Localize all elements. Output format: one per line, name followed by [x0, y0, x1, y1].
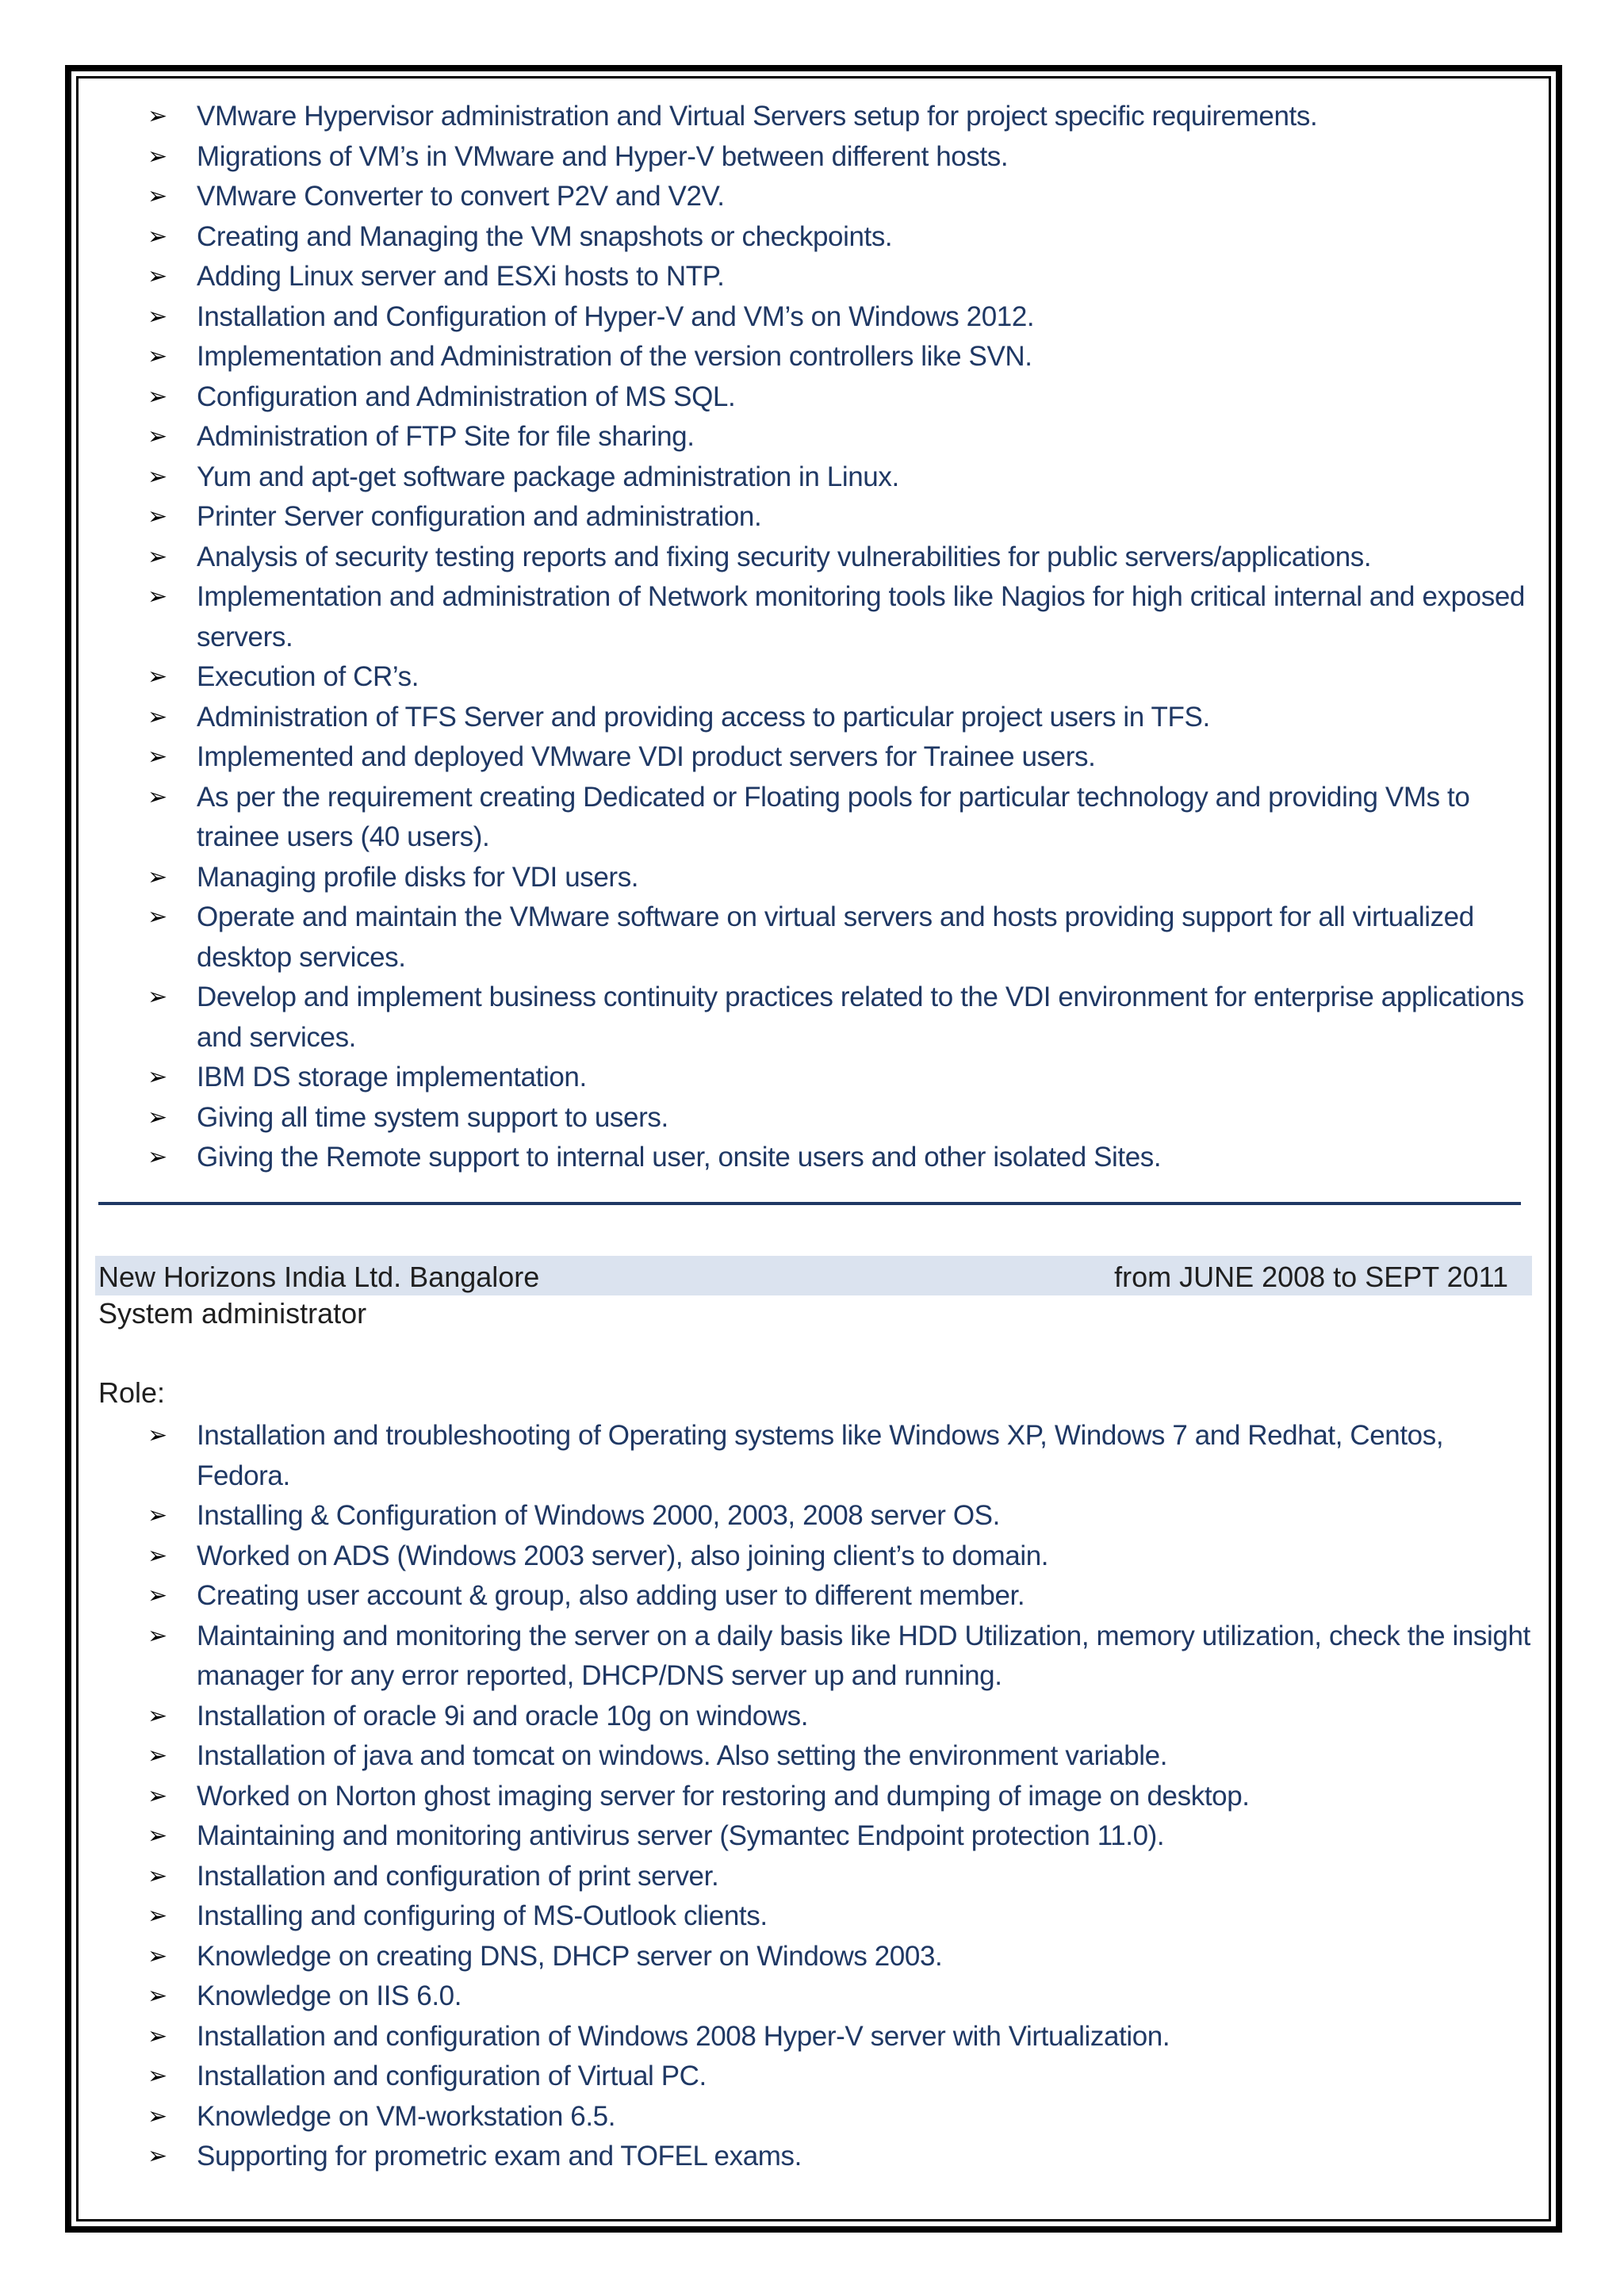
list-item-text: Implementation and Administration of the version controllers like SVN. [197, 341, 1032, 372]
list-item [98, 2017, 1534, 2057]
employment-dates: from JUNE 2008 to SEPT 2011 [1114, 1261, 1508, 1293]
arrow-bullet-icon: ➢ [147, 983, 167, 1011]
list-item [98, 858, 1534, 898]
arrow-bullet-icon: ➢ [147, 2142, 167, 2170]
list-item-text: Supporting for prometric exam and TOFEL exams. [197, 2141, 802, 2172]
arrow-bullet-icon: ➢ [147, 1982, 167, 2010]
list-item-text: Installation and Configuration of Hyper-V and VM’s on Windows 2012. [197, 300, 1035, 332]
list-item [98, 1416, 1534, 1496]
list-item-text: Migrations of VM’s in VMware and Hyper-V between different hosts. [197, 140, 1009, 172]
list-item-text: Installing & Configuration of Windows 2000, 2003, 2008 server OS. [197, 1500, 1000, 1531]
list-item [98, 177, 1534, 217]
list-item-text: Implemented and deployed VMware VDI product servers for Trainee users. [197, 741, 1096, 772]
arrow-bullet-icon: ➢ [147, 583, 167, 610]
list-item-text: VMware Converter to convert P2V and V2V. [197, 181, 725, 212]
arrow-bullet-icon: ➢ [147, 222, 167, 251]
list-item-text: Worked on ADS (Windows 2003 server), also joining client’s to domain. [197, 1540, 1049, 1571]
list-item [98, 337, 1534, 377]
arrow-bullet-icon: ➢ [147, 102, 167, 130]
arrow-bullet-icon: ➢ [147, 1822, 167, 1850]
list-item-text: Creating user account & group, also adding user to different member. [197, 1580, 1025, 1611]
list-item-text: As per the requirement creating Dedicated or Floating pools for particular technology and providing VMs to trainee users (40 users). [197, 781, 1470, 852]
list-item [98, 377, 1534, 418]
list-item [98, 2057, 1534, 2097]
list-item-text: Installation and configuration of Virtual PC. [197, 2061, 707, 2091]
arrow-bullet-icon: ➢ [147, 1701, 167, 1730]
list-item [98, 1138, 1534, 1178]
list-item [98, 97, 1534, 137]
job-title: System administrator [98, 1297, 367, 1330]
list-item-text: Worked on Norton ghost imaging server for restoring and dumping of image on desktop. [197, 1780, 1250, 1812]
list-item [98, 457, 1534, 498]
experience-bullets-section [98, 97, 1534, 1178]
list-item-text: Configuration and Administration of MS SQL. [197, 381, 736, 412]
arrow-bullet-icon: ➢ [147, 1862, 167, 1890]
arrow-bullet-icon: ➢ [147, 702, 167, 731]
arrow-bullet-icon: ➢ [147, 2102, 167, 2130]
list-item [98, 217, 1534, 258]
list-item [98, 657, 1534, 698]
list-item-text: Installation and configuration of print server. [197, 1860, 719, 1892]
arrow-bullet-icon: ➢ [147, 2022, 167, 2050]
section-divider [98, 1202, 1521, 1205]
list-item [98, 778, 1534, 858]
list-item [98, 698, 1534, 738]
bullet-list [98, 97, 1534, 1178]
arrow-bullet-icon: ➢ [147, 1781, 167, 1810]
list-item-text: Administration of TFS Server and providing access to particular project users in TFS. [197, 701, 1210, 733]
job-header [95, 1256, 1532, 1295]
list-item [98, 497, 1534, 538]
list-item [98, 257, 1534, 297]
list-item-text: Adding Linux server and ESXi hosts to NTP. [197, 261, 725, 292]
list-item [98, 1937, 1534, 1977]
list-item [98, 2097, 1534, 2137]
list-item-text: Operate and maintain the VMware software on virtual servers and hosts providing support for all virtualized desktop services. [197, 901, 1474, 973]
list-item [98, 2137, 1534, 2177]
arrow-bullet-icon: ➢ [147, 863, 167, 891]
list-item [98, 1976, 1534, 2017]
list-item-text: Maintaining and monitoring antivirus server (Symantec Endpoint protection 11.0). [197, 1820, 1165, 1851]
list-item [98, 737, 1534, 778]
list-item [98, 538, 1534, 578]
list-item-text: Knowledge on creating DNS, DHCP server on Windows 2003. [197, 1940, 943, 1972]
arrow-bullet-icon: ➢ [147, 1502, 167, 1529]
arrow-bullet-icon: ➢ [147, 903, 167, 931]
list-item-text: Knowledge on IIS 6.0. [197, 1980, 462, 2011]
list-item-text: Giving the Remote support to internal user, onsite users and other isolated Sites. [197, 1142, 1162, 1173]
arrow-bullet-icon: ➢ [147, 503, 167, 530]
arrow-bullet-icon: ➢ [147, 423, 167, 450]
arrow-bullet-icon: ➢ [147, 2062, 167, 2090]
role-label: Role: [98, 1376, 166, 1409]
list-item [98, 1896, 1534, 1937]
list-item [98, 1857, 1534, 1897]
list-item [98, 897, 1534, 978]
list-item [98, 1816, 1534, 1857]
arrow-bullet-icon: ➢ [147, 1103, 167, 1131]
arrow-bullet-icon: ➢ [147, 302, 167, 331]
list-item-text: Implementation and administration of Network monitoring tools like Nagios for high critical internal and exposed servers. [197, 581, 1525, 652]
list-item [98, 1496, 1534, 1536]
arrow-bullet-icon: ➢ [147, 743, 167, 771]
list-item [98, 577, 1534, 657]
list-item-text: Installing and configuring of MS-Outlook clients. [197, 1900, 768, 1931]
list-item [98, 297, 1534, 338]
arrow-bullet-icon: ➢ [147, 342, 167, 370]
arrow-bullet-icon: ➢ [147, 1422, 167, 1449]
list-item-text: VMware Hypervisor administration and Virtual Servers setup for project specific requirements. [197, 101, 1318, 132]
list-item [98, 1777, 1534, 1817]
list-item [98, 137, 1534, 178]
arrow-bullet-icon: ➢ [147, 1063, 167, 1091]
list-item-text: Installation of oracle 9i and oracle 10g on windows. [197, 1700, 809, 1732]
list-item-text: Printer Server configuration and administration. [197, 501, 762, 532]
list-item [98, 417, 1534, 457]
arrow-bullet-icon: ➢ [147, 1621, 167, 1650]
list-item [98, 1576, 1534, 1617]
list-item-text: Develop and implement business continuity practices related to the VDI environment for enterprise applications and services. [197, 982, 1524, 1053]
list-item-text: Yum and apt-get software package administration in Linux. [197, 461, 899, 492]
list-item-text: Creating and Managing the VM snapshots or checkpoints. [197, 220, 893, 252]
list-item-text: Giving all time system support to users. [197, 1101, 668, 1133]
list-item [98, 1058, 1534, 1098]
list-item [98, 1098, 1534, 1138]
arrow-bullet-icon: ➢ [147, 783, 167, 811]
arrow-bullet-icon: ➢ [147, 462, 167, 491]
list-item-text: Administration of FTP Site for file sharing. [197, 421, 695, 452]
list-item-text: Managing profile disks for VDI users. [197, 861, 639, 893]
list-item [98, 1697, 1534, 1737]
company-name: New Horizons India Ltd. Bangalore [98, 1261, 540, 1293]
arrow-bullet-icon: ➢ [147, 542, 167, 571]
list-item-text: Installation and configuration of Windows 2008 Hyper-V server with Virtualization. [197, 2020, 1170, 2052]
list-item-text: Maintaining and monitoring the server on a daily basis like HDD Utilization, memory utilization, check the insight manager for any error reported, DHCP/DNS server up and running. [197, 1620, 1530, 1691]
bullet-list [98, 1416, 1534, 2177]
list-item [98, 1617, 1534, 1697]
arrow-bullet-icon: ➢ [147, 1902, 167, 1930]
arrow-bullet-icon: ➢ [147, 262, 167, 290]
arrow-bullet-icon: ➢ [147, 1143, 167, 1171]
arrow-bullet-icon: ➢ [147, 142, 167, 170]
list-item-text: Installation of java and tomcat on windows. Also setting the environment variable. [197, 1740, 1168, 1771]
arrow-bullet-icon: ➢ [147, 382, 167, 411]
arrow-bullet-icon: ➢ [147, 1541, 167, 1570]
arrow-bullet-icon: ➢ [147, 182, 167, 210]
arrow-bullet-icon: ➢ [147, 1942, 167, 1970]
list-item-text: Analysis of security testing reports and fixing security vulnerabilities for public servers/applications. [197, 541, 1372, 572]
list-item [98, 978, 1534, 1058]
list-item [98, 1536, 1534, 1577]
list-item-text: Knowledge on VM-workstation 6.5. [197, 2100, 616, 2132]
list-item-text: Execution of CR’s. [197, 661, 419, 692]
list-item [98, 1736, 1534, 1777]
arrow-bullet-icon: ➢ [147, 1742, 167, 1770]
arrow-bullet-icon: ➢ [147, 1582, 167, 1609]
arrow-bullet-icon: ➢ [147, 663, 167, 691]
list-item-text: IBM DS storage implementation. [197, 1062, 587, 1093]
list-item-text: Installation and troubleshooting of Operating systems like Windows XP, Windows 7 and Redhat, Centos, Fedora. [197, 1420, 1444, 1491]
role-bullets-section [98, 1416, 1534, 2177]
